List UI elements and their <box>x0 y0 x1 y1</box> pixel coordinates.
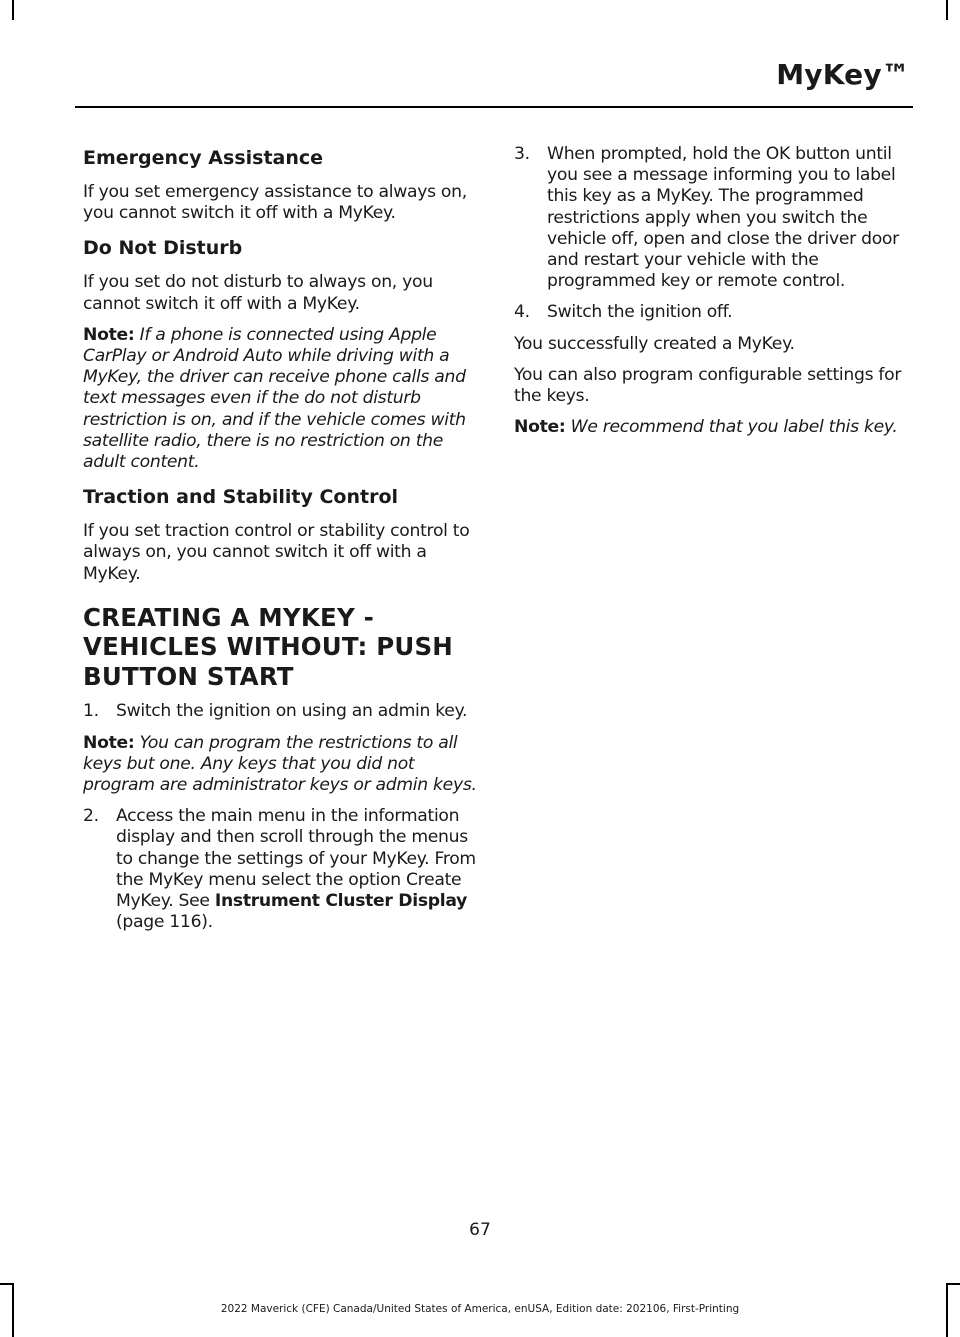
note-text: If a phone is connected using Apple CarPlay or Android Auto while driving with a MyKey, the driver can receive phone calls and text messages even if the do not disturb restriction is on, and if the vehicle comes with satellite radio, there is no restriction on the adult content. <box>83 324 466 473</box>
note-label: Note: <box>83 324 135 345</box>
step-2 <box>83 806 477 933</box>
page-reference: (page 116). <box>116 912 213 933</box>
do-not-disturb-heading: Do Not Disturb <box>83 237 243 260</box>
step-number: 3. <box>514 144 530 164</box>
crop-mark-bottom-left-h <box>0 1283 14 1285</box>
step-text: Switch the ignition off. <box>547 302 733 323</box>
note-label: Note: <box>83 732 135 753</box>
crop-mark-top-left <box>12 0 14 20</box>
note-label: Note: <box>514 417 566 438</box>
step-3 <box>514 144 908 292</box>
section-heading: CREATING A MYKEY - VEHICLES WITHOUT: PUSH BUTTON START <box>83 602 453 691</box>
step-text: Access the main menu in the information display and then scroll through the menus to change the settings of your MyKey. From the MyKey menu select the option Create MyKey. See <box>116 806 476 911</box>
success-text: You successfully created a MyKey. <box>514 333 795 354</box>
crop-mark-bottom-right-h <box>946 1283 960 1285</box>
cross-reference-link[interactable]: Instrument Cluster Display <box>214 890 468 911</box>
step-number: 4. <box>514 302 530 323</box>
restrictions-note <box>83 733 477 797</box>
note-text: You can program the restrictions to all keys but one. Any keys that you did not program are administrator keys or admin keys. <box>83 732 477 795</box>
page-number: 67 <box>469 1220 491 1240</box>
step-number: 1. <box>83 701 99 722</box>
page-title: MyKey™ <box>776 58 910 91</box>
step-text: Switch the ignition on using an admin key. <box>116 701 468 722</box>
left-column <box>83 144 477 943</box>
phone-note <box>83 325 477 473</box>
edition-footer: 2022 Maverick (CFE) Canada/United States of America, enUSA, Edition date: 202106, First-Printing <box>220 1303 740 1315</box>
emergency-assistance-heading: Emergency Assistance <box>83 147 324 169</box>
right-column <box>514 144 908 448</box>
crop-mark-top-right <box>946 0 948 20</box>
step-4 <box>514 302 908 323</box>
configurable-settings-text: You can also program configurable settings for the keys. <box>514 364 902 407</box>
emergency-assistance-text: If you set emergency assistance to always on, you cannot switch it off with a MyKey. <box>83 182 467 224</box>
note-text: We recommend that you label this key. <box>570 417 898 438</box>
label-key-note <box>514 417 908 438</box>
traction-text: If you set traction control or stability control to always on, you cannot switch it off with a MyKey. <box>83 521 470 584</box>
step-text: When prompted, hold the OK button until you see a message informing you to label this key as a MyKey. The programmed restrictions apply when you switch the vehicle off, open and close the driver door and restart your vehicle with the programmed key or remote control. <box>547 144 899 292</box>
step-body <box>116 806 477 933</box>
step-1 <box>83 701 477 722</box>
traction-heading: Traction and Stability Control <box>83 486 399 509</box>
header-divider <box>75 106 913 108</box>
step-number: 2. <box>83 806 99 827</box>
do-not-disturb-text: If you set do not disturb to always on, you cannot switch it off with a MyKey. <box>83 272 433 314</box>
